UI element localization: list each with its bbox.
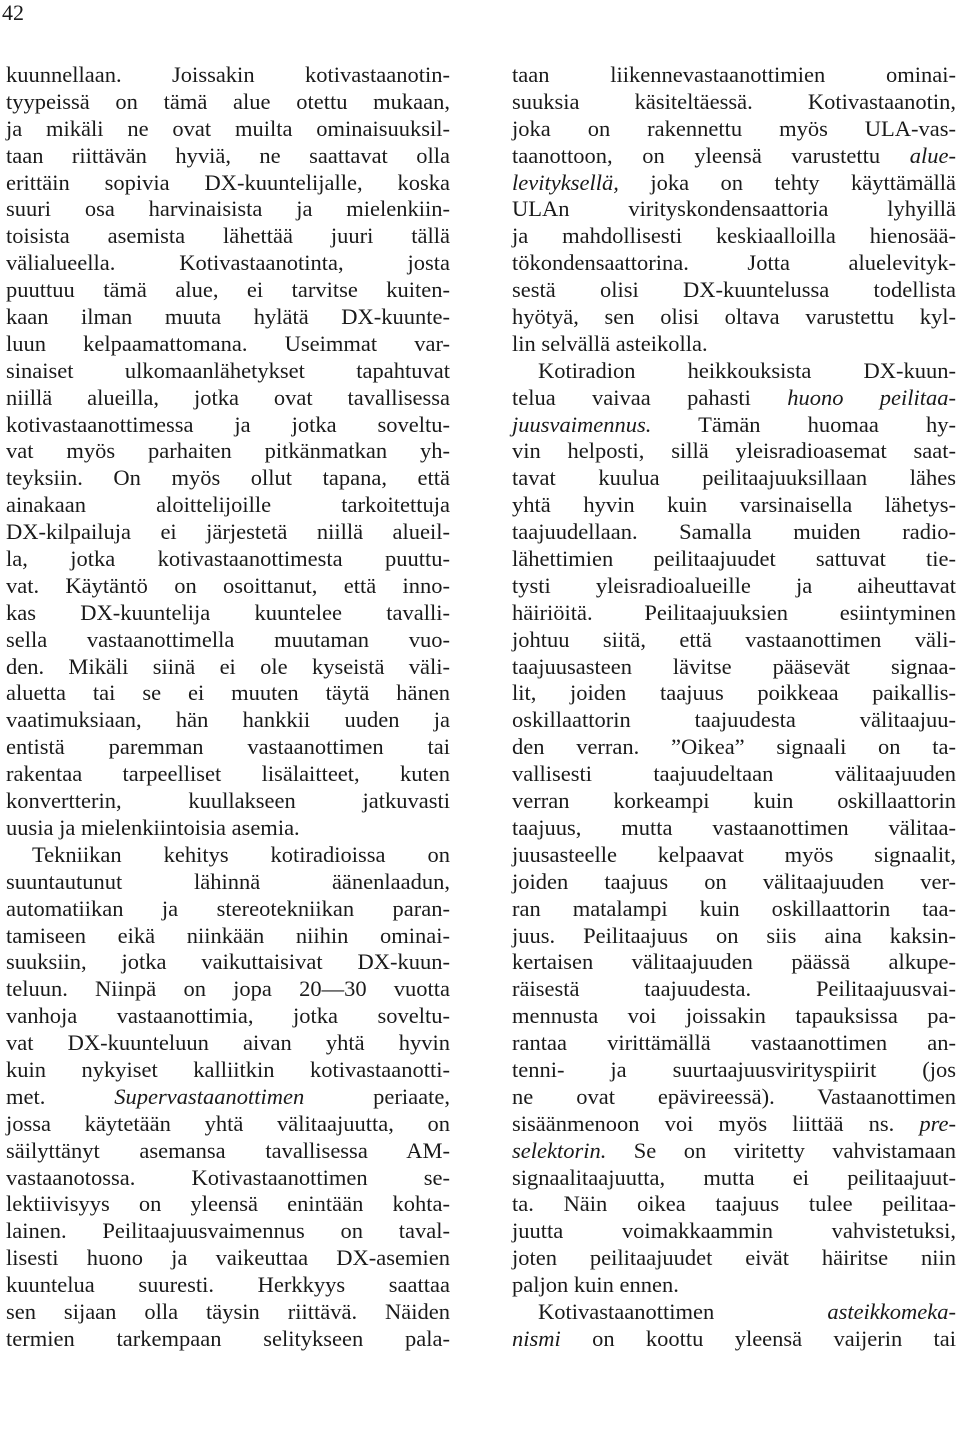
text-line: suuksia käsiteltäessä. Kotivastaanotin, [512, 88, 956, 114]
text-line: entistä paremman vastaanottimen tai [6, 734, 450, 760]
text-line: luun kelpaamattomana. Useimmat var- [6, 330, 450, 356]
text-column-right [512, 62, 956, 1353]
text-line: jossa käytetään yhtä välitaajuutta, on [6, 1110, 450, 1136]
text-line: tenni- ja suurtaajuusvirityspiirit (jos [512, 1056, 956, 1082]
text-line: välialueella. Kotivastaanotinta, josta [6, 250, 450, 276]
text-line: tökondensaattorina. Jotta aluelevityk- [512, 250, 956, 276]
text-line: tamiseen eikä niinkään niihin ominai- [6, 922, 450, 948]
text-line: met. Supervastaanottimen periaate, [6, 1083, 450, 1109]
text-line: automatiikan ja stereotekniikan paran- [6, 895, 450, 921]
text-line: ta. Näin oikea taajuus tulee peilitaa- [512, 1191, 956, 1217]
text-line: kotivastaanottimessa ja jotka soveltu- [6, 411, 450, 437]
text-line: johtuu siitä, että vastaanottimen väli- [512, 626, 956, 652]
text-line: tavat kuulua peilitaajuuksillaan lähes [512, 465, 956, 491]
text-line: Kotiradion heikkouksista DX-kuun- [538, 357, 956, 383]
text-line: ne ovat epävireessä). Vastaanottimen [512, 1083, 956, 1109]
text-line: lisesti huono ja vaikeuttaa DX-asemien [6, 1245, 450, 1271]
text-line: ULAn virityskondensaattoria lyhyillä [512, 196, 956, 222]
text-line: levityksellä, joka on tehty käyttämällä [512, 169, 956, 195]
text-line: puuttuu tämä alue, ei tarvitse kuiten- [6, 277, 450, 303]
text-line: vat myös parhaiten pitkänmatkan yh- [6, 438, 450, 464]
text-line: rakentaa tarpeelliset lisälaitteet, kuten [6, 761, 450, 787]
text-line: joiden taajuus on välitaajuuden ver- [512, 868, 956, 894]
text-line: ainakaan aloittelijoille tarkoitettuja [6, 492, 450, 518]
italic-term: Supervastaanottimen [114, 1083, 305, 1109]
text-line: lit, joiden taajuus poikkeaa paikallis- [512, 680, 956, 706]
text-column-left [6, 62, 450, 1353]
text-line: taanottoon, on yleensä varustettu alue- [512, 142, 956, 168]
text-line: juusvaimennus. Tämän huomaa hy- [512, 411, 956, 437]
italic-term: selektorin. [512, 1137, 607, 1163]
text-line: vin helposti, sillä yleisradioasemat saat- [512, 438, 956, 464]
italic-term: levityksellä, [512, 169, 619, 195]
text-line: Tekniikan kehitys kotiradioissa on [32, 841, 450, 867]
text-line: taajuudellaan. Samalla muiden radio- [512, 519, 956, 545]
text-line: kaan ilman muuta hylätä DX-kuunte- [6, 304, 450, 330]
page-number: 42 [2, 0, 24, 25]
text-line: sinaiset ulkomaanlähetykset tapahtuvat [6, 357, 450, 383]
text-line: kas DX-kuuntelija kuuntelee tavalli- [6, 599, 450, 625]
text-line: telua vaivaa pahasti huono peilitaa- [512, 384, 957, 410]
text-line: ja mahdollisesti keskiaalloilla hienosää- [512, 223, 956, 249]
text-line: verran korkeampi kuin oskillaattorin [512, 788, 956, 814]
text-line: vanhoja vastaanottimia, jotka soveltu- [6, 1003, 450, 1029]
text-line: hyötyä, sen olisi oltava varustettu kyl- [512, 304, 956, 330]
text-line: vat DX-kuunteluun aivan yhtä hyvin [6, 1030, 450, 1056]
text-line: juus. Peilitaajuus on siis aina kaksin- [512, 922, 956, 948]
text-line: konvertterin, kuullakseen jatkuvasti [6, 788, 450, 814]
text-line: lin selvällä asteikolla. [512, 330, 708, 356]
text-line: nismi on koottu yleensä vaijerin tai [512, 1325, 956, 1351]
italic-term: pre- [919, 1110, 956, 1136]
italic-term: nismi [512, 1325, 561, 1351]
text-line: selektorin. Se on viritetty vahvistamaan [512, 1137, 956, 1163]
text-line: ja mikäli ne ovat muilta ominaisuuksil- [6, 115, 450, 141]
text-line: oskillaattorin taajuudesta välitaajuu- [512, 707, 956, 733]
text-line: termien tarkempaan selitykseen pala- [6, 1325, 450, 1351]
text-line: vaatimuksiaan, hän hankkii uuden ja [6, 707, 450, 733]
text-line: joten peilitaajuudet eivät häiritse niin [512, 1245, 956, 1271]
text-line: rantaa virittämällä vastaanottimen an- [512, 1030, 956, 1056]
text-line: kuuntelua suuresti. Herkkyys saattaa [6, 1272, 450, 1298]
text-line: taan riittävän hyviä, ne saattavat olla [6, 142, 450, 168]
text-line: ran matalampi kuin oskillaattorin taa- [512, 895, 956, 921]
text-line: la, jotka kotivastaanottimesta puuttu- [6, 546, 450, 572]
text-line: suuntautunut lähinnä äänenlaadun, [6, 868, 450, 894]
text-line: räisestä taajuudesta. Peilitaajuusvai- [512, 976, 956, 1002]
text-line: uusia ja mielenkiintoisia asemia. [6, 814, 300, 840]
text-line: lainen. Peilitaajuusvaimennus on taval- [6, 1218, 450, 1244]
text-line: kuin nykyiset kalliitkin kotivastaanotti- [6, 1056, 450, 1082]
text-line: vallisesti taajuudeltaan välitaajuuden [512, 761, 956, 787]
text-line: taajuus, mutta vastaanottimen välitaa- [512, 814, 956, 840]
text-line: niillä alueilla, jotka ovat tavallisessa [6, 384, 450, 410]
text-line: vastaanotossa. Kotivastaanottimen se- [6, 1164, 450, 1190]
text-line: suuksiin, jotka vaikuttaisivat DX-kuun- [6, 949, 450, 975]
italic-term: huono peilitaa- [787, 384, 957, 410]
text-line: sella vastaanottimella muutaman vuo- [6, 626, 450, 652]
text-line: sestä olisi DX-kuuntelussa todellista [512, 277, 956, 303]
text-line: aluetta tai se ei muuten täytä hänen [6, 680, 450, 706]
italic-term: asteikkomeka- [827, 1298, 956, 1324]
text-line: tyypeissä on tämä alue otettu mukaan, [6, 88, 450, 114]
text-line: teluun. Niinpä on jopa 20—30 vuotta [6, 976, 450, 1002]
text-line: tysti yleisradioalueille ja aiheuttavat [512, 572, 956, 598]
text-line: juutta voimakkaammin vahvistetuksi, [512, 1218, 956, 1244]
text-line: erittäin sopivia DX-kuuntelijalle, koska [6, 169, 450, 195]
text-line: suuri osa harvinaisista ja mielenkiin- [6, 196, 450, 222]
text-line: juusasteelle kelpaavat myös signaalit, [512, 841, 956, 867]
text-line: joka on rakennettu myös ULA-vas- [512, 115, 956, 141]
text-line: kertaisen välitaajuuden päässä alkupe- [512, 949, 956, 975]
text-line: taan liikennevastaanottimien ominai- [512, 62, 956, 87]
text-line: lähettimien peilitaajuudet sattuvat tie- [512, 546, 956, 572]
text-line: Kotivastaanottimen asteikkomeka- [538, 1298, 956, 1324]
text-line: häiriöitä. Peilitaajuuksien esiintyminen [512, 599, 956, 625]
text-line: taajuusasteen lävitse pääsevät signaa- [512, 653, 956, 679]
text-line: sisäänmenoon voi myös liittää ns. pre- [512, 1110, 956, 1136]
text-line: teyksiin. On myös ollut tapana, että [6, 465, 450, 491]
text-line: mennusta voi joissakin tapauksissa pa- [512, 1003, 956, 1029]
text-line: lektiivisyys on yleensä enintään kohta- [6, 1191, 450, 1217]
text-line: vat. Käytäntö on osoittanut, että inno- [6, 572, 450, 598]
text-line: säilyttänyt asemansa tavallisessa AM- [6, 1137, 450, 1163]
text-line: den. Mikäli siinä ei ole kyseistä väli- [6, 653, 450, 679]
text-line: signaalitaajuutta, mutta ei peilitaajuut- [512, 1164, 956, 1190]
text-line: DX-kilpailuja ei järjestetä niillä alueil- [6, 519, 450, 545]
text-line: yhtä hyvin kuin varsinaisella lähetys- [512, 492, 956, 518]
italic-term: alue- [909, 142, 956, 168]
text-line: toisista asemista lähettää juuri tällä [6, 223, 450, 249]
italic-term: juusvaimennus. [512, 411, 652, 437]
text-line: sen sijaan olla täysin riittävä. Näiden [6, 1298, 450, 1324]
text-line: den verran. ”Oikea” signaali on ta- [512, 734, 956, 760]
text-line: paljon kuin ennen. [512, 1272, 679, 1298]
text-line: kuunnellaan. Joissakin kotivastaanotin- [6, 62, 450, 87]
